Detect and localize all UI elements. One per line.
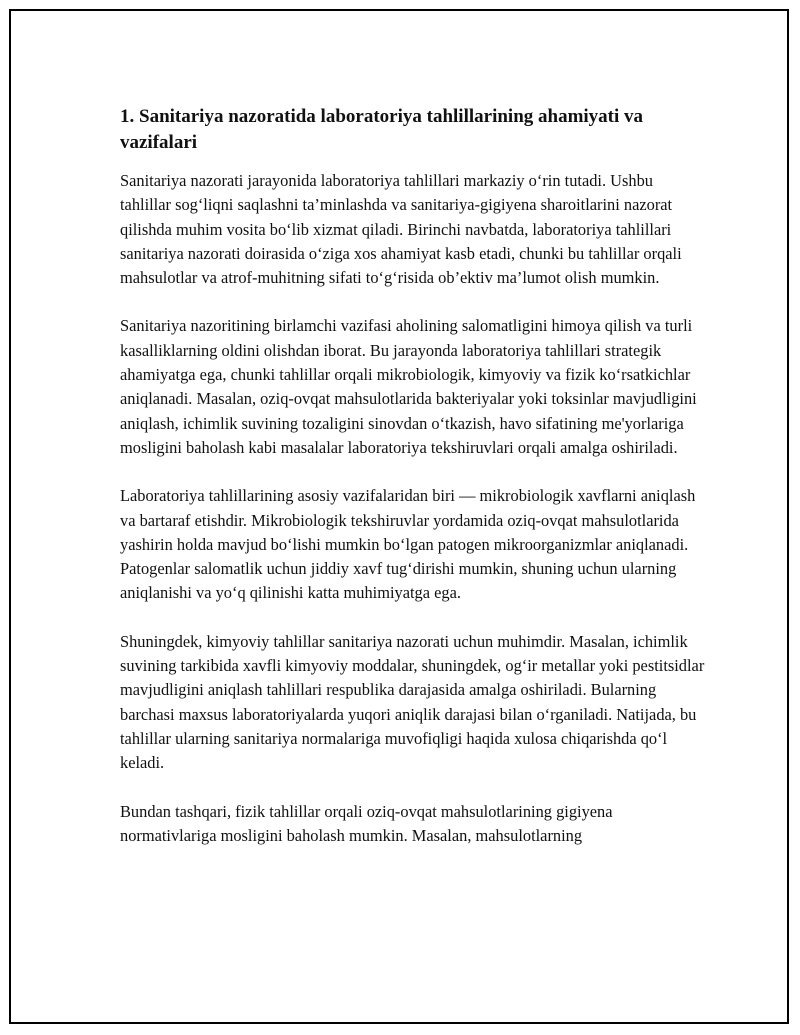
paragraph-2: Sanitariya nazoritining birlamchi vazifasi aholining salomatligini himoya qilish va turli kasalliklarning oldini olishdan iborat. Bu jarayonda laboratoriya tahlillari strategik ahamiyatga ega, chunki tahlillar orqali mikrobiologik, kimyoviy va fizik ko‘rsatkichlar aniqlanadi. Masalan, oziq-ovqat mahsulotlarida bakteriyalar yoki toksinlar mavjudligini aniqlash, ichimlik suvining tozaligini sinovdan o‘tkazish, havo sifatining me'yorlariga mosligini baholash kabi masalalar laboratoriya tekshiruvlari orqali amalga oshiriladi. [120,316,697,457]
section-heading: 1. Sanitariya nazoratida laboratoriya tahlillarining ahamiyati va vazifalari [120,106,644,153]
page-frame [9,9,789,1024]
paragraph-1: Sanitariya nazorati jarayonida laboratoriya tahlillari markaziy o‘rin tutadi. Ushbu tahlillar sog‘liqni saqlashni ta’minlashda va sanitariya-gigiyena sharoitlarini nazorat qilishda muhim vosita bo‘lib xizmat qiladi. Birinchi navbatda, laboratoriya tahlillari sanitariya nazorati doirasida o‘ziga xos ahamiyat kasb etadi, chunki bu tahlillar orqali mahsulotlar va atrof-muhitning sifati to‘g‘risida ob’ektiv ma’lumot olish mumkin. [120,171,682,288]
paragraph-5: Bundan tashqari, fizik tahlillar orqali oziq-ovqat mahsulotlarining gigiyena normativlariga mosligini baholash mumkin. Masalan, mahsulotlarning [120,801,613,845]
paragraph-4: Shuningdek, kimyoviy tahlillar sanitariya nazorati uchun muhimdir. Masalan, ichimlik suvining tarkibida xavfli kimyoviy moddalar, shuningdek, og‘ir metallar yoki pestitsidlar mavjudligini aniqlash tahlillari respublika darajasida amalga oshiriladi. Bularning barchasi maxsus laboratoriyalarda yuqori aniqlik darajasi bilan o‘rganiladi. Natijada, bu tahlillar ularning sanitariya normalariga muvofiqligi haqida xulosa chiqarishda qo‘l keladi. [120,631,705,773]
document-body [120,104,705,872]
paragraph-3: Laboratoriya tahlillarining asosiy vazifalaridan biri — mikrobiologik xavflarni aniqlash va bartaraf etishdir. Mikrobiologik tekshiruvlar yordamida oziq-ovqat mahsulotlarida yashirin holda mavjud bo‘lishi mumkin bo‘lgan patogen mikroorganizmlar aniqlanadi. Patogenlar salomatlik uchun jiddiy xavf tug‘dirishi mumkin, shuning uchun ularning aniqlanishi va yo‘q qilinishi katta muhimiyatga ega. [120,486,696,603]
